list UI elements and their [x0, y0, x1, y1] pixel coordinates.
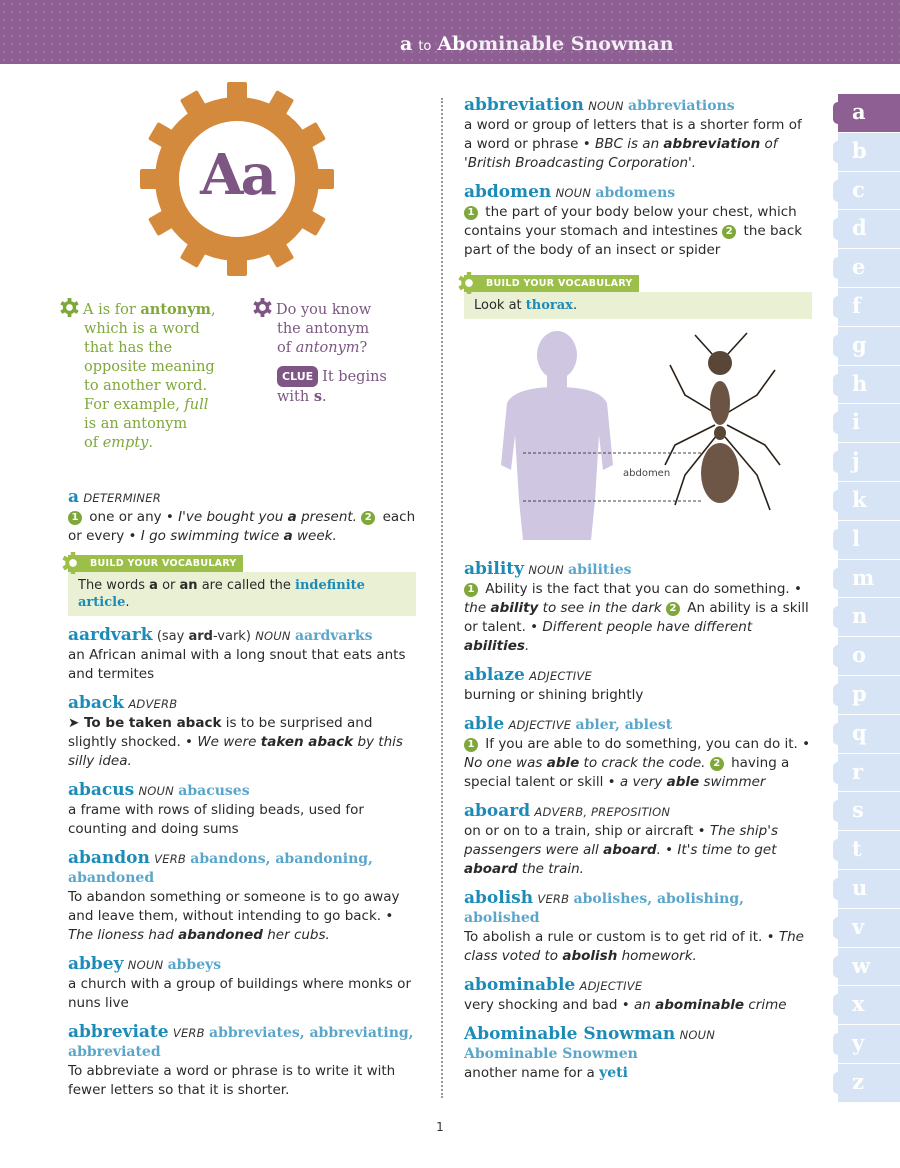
part-of-speech: NOUN: [528, 563, 564, 577]
header-title: [400, 33, 674, 55]
example-keyword: aboard: [603, 842, 657, 858]
vocab-text: or: [157, 578, 180, 593]
tab-d[interactable]: d: [838, 210, 900, 249]
sense-number: 1: [464, 738, 478, 752]
entry-abominable: [464, 976, 814, 1015]
example: swimmer: [699, 774, 766, 790]
tab-f[interactable]: f: [838, 288, 900, 327]
column-divider: [441, 98, 443, 1098]
inflection: abandons, abandoning, abandoned: [68, 851, 373, 886]
definition: Ability is the fact that you can do something. •: [481, 581, 802, 597]
green-gear-icon: [62, 552, 84, 574]
abdomen-illustration: [495, 325, 815, 550]
example: week.: [292, 528, 337, 544]
intro-example-empty: empty: [102, 435, 149, 451]
definition: an African animal with a long snout that eats ants and termites: [68, 647, 406, 682]
example: homework.: [617, 948, 697, 964]
column-right: [464, 96, 814, 1093]
build-vocabulary-box: [68, 551, 416, 616]
entry-abbreviation: [464, 96, 814, 173]
headword: abominable: [464, 975, 576, 995]
inflection: abbeys: [167, 957, 222, 973]
purple-gear-icon: [253, 298, 272, 317]
inflection: abler, ablest: [575, 717, 673, 733]
tab-u[interactable]: u: [838, 870, 900, 909]
example: the: [464, 600, 491, 616]
headword: ablaze: [464, 665, 525, 685]
part-of-speech: ADVERB, PREPOSITION: [534, 805, 671, 819]
header-first-word: a: [400, 33, 413, 55]
human-torso-icon: [501, 331, 613, 540]
tab-e[interactable]: e: [838, 249, 900, 288]
example-keyword: abilities: [464, 638, 525, 654]
example: an: [634, 997, 656, 1013]
definition: An ability is a skill or talent. •: [464, 600, 809, 635]
entry-abbey: [68, 955, 418, 1013]
page-number: 1: [436, 1120, 444, 1134]
tab-g[interactable]: g: [838, 327, 900, 366]
definition: the back part of the body of an insect or spider: [464, 223, 803, 258]
part-of-speech: NOUN: [255, 629, 291, 643]
part-of-speech: ADJECTIVE: [508, 718, 572, 732]
inflection: abilities: [568, 562, 632, 578]
intro-question-mark: ?: [359, 340, 368, 356]
example: I go swimming twice: [140, 528, 284, 544]
sense-number: 1: [68, 511, 82, 525]
headword: abacus: [68, 780, 135, 800]
definition: a word or group of letters that is a shorter form of a word or phrase •: [464, 117, 802, 152]
tab-k[interactable]: k: [838, 482, 900, 521]
example: .: [524, 638, 530, 654]
sense-number: 2: [710, 757, 724, 771]
cross-reference-link[interactable]: thorax: [525, 298, 573, 313]
vocab-text: Look at: [474, 298, 526, 313]
vocab-text: are called the: [197, 578, 296, 593]
tab-s[interactable]: s: [838, 792, 900, 831]
part-of-speech: NOUN: [679, 1028, 716, 1042]
example-keyword: able: [666, 774, 700, 790]
part-of-speech: NOUN: [555, 186, 592, 200]
example: present.: [296, 509, 357, 525]
intro-line: that has the: [84, 340, 173, 356]
part-of-speech: ADJECTIVE: [579, 979, 643, 993]
tab-h[interactable]: h: [838, 366, 900, 405]
sense-number: 2: [666, 602, 680, 616]
build-vocabulary-text: BUILD YOUR VOCABULARY: [486, 278, 633, 289]
example-keyword: abominable: [655, 997, 745, 1013]
sense-number: 1: [464, 206, 478, 220]
intro-question: [253, 298, 423, 407]
entry-abacus: [68, 781, 418, 839]
cross-reference-link[interactable]: yeti: [599, 1065, 628, 1081]
part-of-speech: ADJECTIVE: [529, 669, 592, 683]
part-of-speech: NOUN: [127, 958, 164, 972]
part-of-speech: VERB: [537, 892, 570, 906]
build-vocabulary-box: [464, 271, 812, 319]
headword: aardvark: [68, 625, 153, 645]
headword: Abominable Snowman: [464, 1024, 676, 1044]
intro-question-line: of: [277, 340, 296, 356]
vocab-word: an: [179, 578, 198, 593]
build-vocabulary-content: [464, 292, 812, 319]
clue-badge: CLUE: [277, 366, 318, 387]
definition: burning or shining brightly: [464, 687, 644, 703]
part-of-speech: ADVERB: [128, 697, 178, 711]
tab-q[interactable]: q: [838, 715, 900, 754]
tab-m[interactable]: m: [838, 560, 900, 599]
headword: abbey: [68, 954, 124, 974]
clue-letter: s: [313, 388, 322, 405]
intro-line: which is a word: [84, 321, 200, 337]
intro-antonym: [60, 298, 240, 453]
gear-badge: [140, 82, 334, 276]
example-keyword: able: [546, 755, 580, 771]
part-of-speech: VERB: [154, 852, 186, 866]
example: The class voted to: [464, 929, 804, 964]
entry-a: [68, 488, 418, 546]
part-of-speech: NOUN: [138, 784, 174, 798]
clue-period: .: [322, 389, 327, 405]
intro-question-line: Do you know: [276, 302, 372, 318]
example: I've bought you: [178, 509, 288, 525]
part-of-speech: VERB: [172, 1026, 205, 1040]
alphabet-tabs: [838, 94, 900, 1103]
example: crime: [744, 997, 787, 1013]
example-keyword: taken aback: [260, 734, 354, 750]
entry-abbreviate: [68, 1023, 418, 1100]
cross-reference-link[interactable]: indefinite article: [78, 578, 365, 610]
tab-j[interactable]: j: [838, 443, 900, 482]
headword: a: [68, 487, 80, 507]
example-keyword: abandoned: [178, 927, 263, 943]
pronunciation: -vark): [212, 629, 251, 644]
definition: each or every •: [68, 509, 416, 544]
tab-r[interactable]: r: [838, 754, 900, 793]
build-vocabulary-text: BUILD YOUR VOCABULARY: [90, 558, 237, 569]
example-keyword: ability: [490, 600, 539, 616]
definition: having a special talent or skill •: [464, 755, 790, 790]
inflection: abbreviates, abbreviating, abbreviated: [68, 1025, 414, 1060]
vocab-text: .: [125, 595, 130, 610]
headword: able: [464, 714, 505, 734]
tab-i[interactable]: i: [838, 404, 900, 443]
tab-z[interactable]: z: [838, 1064, 900, 1103]
inflection: abbreviations: [628, 98, 735, 114]
green-gear-icon: [458, 272, 480, 294]
definition: a church with a group of buildings where monks or nuns live: [68, 976, 411, 1011]
intro-period: .: [148, 435, 153, 451]
definition: one or any •: [85, 509, 179, 525]
headword: abdomen: [464, 182, 552, 202]
phrase: To be taken aback: [84, 715, 222, 731]
tab-p[interactable]: p: [838, 676, 900, 715]
tab-n[interactable]: n: [838, 598, 900, 637]
intro-example-full: full: [184, 397, 209, 413]
tab-w[interactable]: w: [838, 948, 900, 987]
inflection: abdomens: [595, 185, 676, 201]
definition: another name for a: [464, 1065, 600, 1081]
intro-text: ,: [211, 302, 216, 318]
tab-b[interactable]: b: [838, 133, 900, 172]
header-last-word-rest: ominable Snowman: [465, 33, 674, 55]
phrase-arrow-icon: ➤: [68, 715, 85, 731]
entry-abdomen: [464, 183, 814, 260]
example: We were: [197, 734, 261, 750]
page-header: [0, 0, 900, 64]
headword: aback: [68, 693, 125, 713]
example: of 'British Broadcasting Corporation'.: [464, 136, 778, 171]
intro-line: to another word.: [84, 378, 208, 394]
intro-line: of: [84, 435, 103, 451]
example: by this silly idea.: [68, 734, 403, 769]
definition: To abbreviate a word or phrase is to write it with fewer letters so that it is shorter.: [68, 1063, 396, 1098]
pronunciation: (say: [156, 629, 189, 644]
headword: abandon: [68, 848, 150, 868]
header-connector: to: [418, 39, 432, 54]
example-keyword: aboard: [464, 861, 518, 877]
definition: To abolish a rule or custom is to get rid of it. •: [464, 929, 779, 945]
tab-v[interactable]: v: [838, 909, 900, 948]
clue-text: It begins: [322, 369, 387, 385]
example-keyword: a: [287, 509, 297, 525]
intro-line: For example,: [84, 397, 185, 413]
tab-y[interactable]: y: [838, 1025, 900, 1064]
intro-antonym-word: antonym: [140, 301, 212, 318]
tab-a[interactable]: a: [838, 94, 900, 133]
entry-ablaze: [464, 666, 814, 705]
example: a very: [619, 774, 667, 790]
build-vocabulary-label: [464, 275, 639, 292]
build-vocabulary-content: [68, 572, 416, 616]
illustration-label: abdomen: [623, 468, 671, 479]
gear-letter: Aa: [200, 142, 274, 208]
clue-text: with: [277, 389, 314, 405]
example: to see in the dark: [538, 600, 662, 616]
part-of-speech: NOUN: [588, 99, 624, 113]
inflection: abacuses: [178, 783, 250, 799]
inflection: Abominable Snowmen: [464, 1046, 638, 1062]
header-last-word-highlight: Ab: [437, 33, 466, 55]
example: . •: [656, 842, 678, 858]
headword: abbreviate: [68, 1022, 169, 1042]
tab-l[interactable]: l: [838, 521, 900, 560]
green-gear-icon: [60, 298, 79, 317]
definition: If you are able to do something, you can do it. •: [481, 736, 811, 752]
definition: very shocking and bad •: [464, 997, 635, 1013]
example: the train.: [517, 861, 584, 877]
entry-abolish: [464, 889, 814, 966]
tab-o[interactable]: o: [838, 637, 900, 676]
part-of-speech: DETERMINER: [83, 491, 161, 505]
entry-aboard: [464, 802, 814, 879]
inflection: aardvarks: [294, 628, 373, 644]
example: No one was: [464, 755, 547, 771]
definition: on or on to a train, ship or aircraft •: [464, 823, 710, 839]
build-vocabulary-label: [68, 555, 243, 572]
headword: abolish: [464, 888, 534, 908]
example: It's time to get: [677, 842, 777, 858]
example: The lioness had: [68, 927, 179, 943]
pronunciation-stress: ard: [188, 629, 213, 644]
intro-question-line: the antonym: [277, 321, 370, 337]
sense-number: 1: [464, 583, 478, 597]
headword: aboard: [464, 801, 531, 821]
tab-x[interactable]: x: [838, 986, 900, 1025]
entry-able: [464, 715, 814, 792]
sense-number: 2: [361, 511, 375, 525]
vocab-text: The words: [78, 578, 150, 593]
definition: is to be surprised and slightly shocked. •: [68, 715, 373, 750]
intro-line: opposite meaning: [84, 359, 215, 375]
human-and-ant-illustration: [495, 325, 815, 550]
vocab-text: .: [572, 298, 578, 313]
vocab-word: a: [149, 578, 158, 593]
example: Different people have different: [542, 619, 753, 635]
example: to crack the code.: [579, 755, 706, 771]
definition: To abandon something or someone is to go away and leave them, without intending to go back. •: [68, 889, 400, 924]
entry-ability: [464, 560, 814, 656]
entry-abominable-snowman: [464, 1025, 814, 1083]
inflection: abolishes, abolishing, abolished: [464, 891, 745, 926]
definition: a frame with rows of sliding beads, used for counting and doing sums: [68, 802, 364, 837]
ant-icon: [665, 333, 780, 510]
headword: abbreviation: [464, 95, 584, 115]
entry-abandon: [68, 849, 418, 945]
tab-c[interactable]: c: [838, 172, 900, 211]
entry-aardvark: [68, 626, 418, 684]
example-keyword: abbreviation: [663, 136, 761, 152]
sense-number: 2: [722, 225, 736, 239]
example-keyword: a: [283, 528, 293, 544]
tab-t[interactable]: t: [838, 831, 900, 870]
example: her cubs.: [262, 927, 330, 943]
intro-line: is an antonym: [84, 416, 188, 432]
intro-question-word: antonym: [295, 340, 360, 356]
entry-aback: [68, 694, 418, 771]
intro-text: A is for: [83, 302, 141, 318]
headword: ability: [464, 559, 525, 579]
example-keyword: abolish: [562, 948, 618, 964]
example: The ship's passengers were all: [464, 823, 778, 858]
definition: the part of your body below your chest, which contains your stomach and intestines: [464, 204, 797, 239]
example: BBC is an: [594, 136, 664, 152]
